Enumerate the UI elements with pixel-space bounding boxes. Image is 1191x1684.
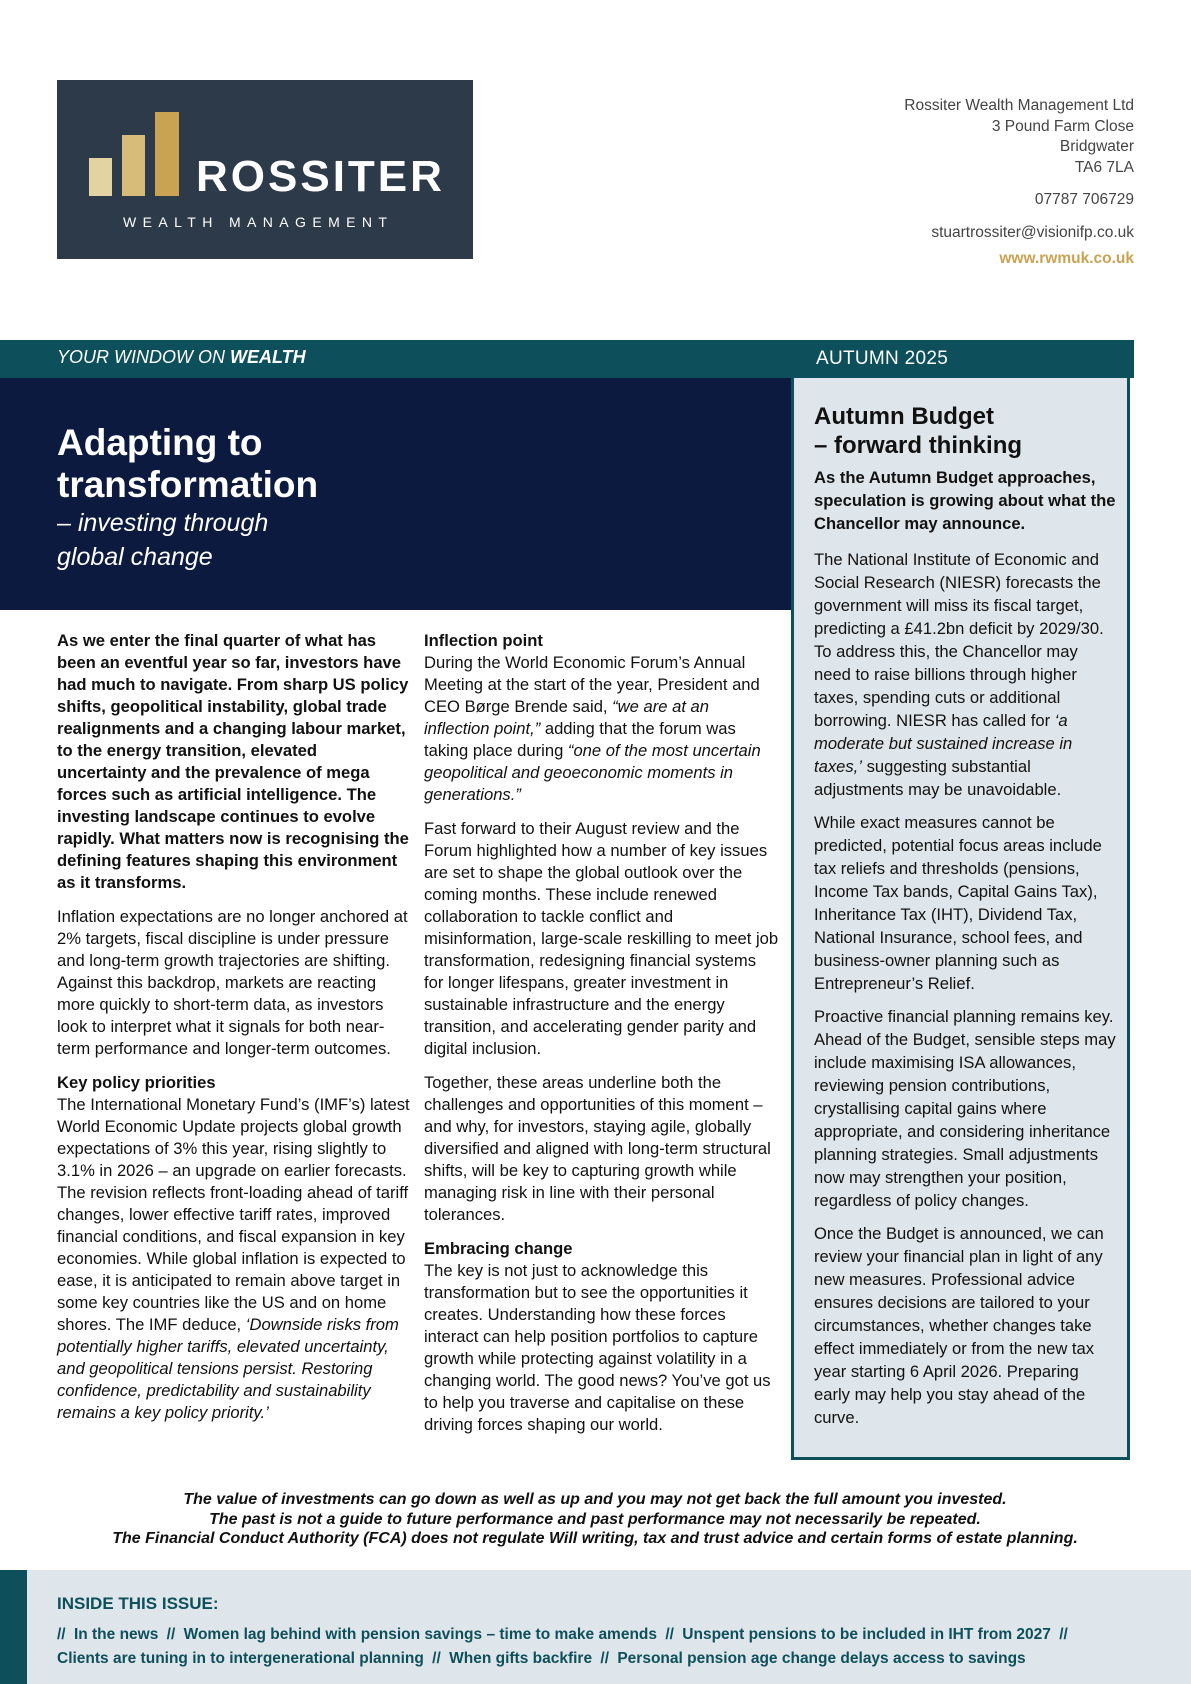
inside-item[interactable]: Personal pension age change delays access to savings [617, 1650, 1026, 1667]
hero-subtitle-line: – investing through [57, 509, 269, 537]
sidebar-paragraph [814, 548, 1119, 801]
sidebar-content [814, 402, 1119, 1439]
article-text: adding that the forum was taking place during [424, 719, 736, 760]
article-paragraph: The key is not just to acknowledge this transformation but to see the opportunities it creates. Understanding how these forces interact can help position portfolios to capture growth while protecting against volatility in a changing world. The good news? You’ve got us to help you traverse and capitalise on these driving forces shaping our world. [424, 1261, 771, 1434]
section-heading: Inflection point [424, 631, 543, 650]
hero-title [57, 422, 318, 506]
logo-wordmark: ROSSITER [196, 152, 445, 201]
disclaimer-line: The past is not a guide to future performance and past performance may not necessarily be repeated. [209, 1510, 981, 1528]
disclaimer-line: The value of investments can go down as well as up and you may not get back the full amount you invested. [183, 1491, 1007, 1508]
street: 3 Pound Farm Close [991, 117, 1134, 135]
separator: // [166, 1626, 176, 1643]
logo-bar-2 [122, 135, 145, 196]
inside-item[interactable]: Women lag behind with pension savings – time to make amends [183, 1626, 658, 1643]
town: Bridgwater [1059, 138, 1134, 155]
header-band [0, 340, 1134, 378]
sidebar-paragraph: While exact measures cannot be predicted, potential focus areas include tax reliefs and thresholds (pensions, Income Tax bands, Capital Gains Tax), Inheritance Tax (IHT), Dividend Tax, National Insurance, school fees, and business-owner planning such as Entrepreneur’s Relief. [814, 813, 1102, 993]
article-quote: “we are at an inflection point,” [424, 697, 710, 738]
issue-label: AUTUMN 2025 [816, 348, 949, 369]
website-link[interactable]: www.rwmuk.co.uk [999, 250, 1134, 267]
sidebar-title [814, 402, 1119, 460]
sidebar-text: suggesting substantial adjustments may be unavoidable. [814, 757, 1062, 799]
inside-item[interactable]: Unspent pensions to be included in IHT from 2027 [682, 1626, 1051, 1643]
sidebar-paragraph: Proactive financial planning remains key. Ahead of the Budget, sensible steps may include maximising ISA allowances, reviewing pension contributions, crystallising capital gains where appropriate, and considering inheritance planning strategies. Small adjustments now may strengthen your position, regardless of policy changes. [814, 1007, 1116, 1210]
budget-sidebar [791, 378, 1130, 1460]
article-paragraph: Inflation expectations are no longer anchored at 2% targets, fiscal discipline is under pressure and long-term growth trajectories are shifting. Against this backdrop, markets are reacting more quickly to short-term data, as investors look to interpret what it signals for both near-term performance and longer-term outcomes. [57, 907, 408, 1058]
hero-subtitle-line: global change [57, 543, 213, 571]
inside-this-issue [0, 1570, 1191, 1684]
article-paragraph: Together, these areas underline both the challenges and opportunities of this moment – and why, for investors, staying agile, globally diversified and aligned with long-term structural shifts, will be key to capturing growth while managing risk in line with their personal tolerances. [424, 1073, 771, 1224]
article-quote: “one of the most uncertain geopolitical and geoeconomic moments in generations.” [424, 741, 761, 804]
separator: // [1059, 1626, 1068, 1643]
risk-disclaimer [60, 1490, 1130, 1549]
phone: 07787 706729 [1034, 191, 1134, 208]
postcode: TA6 7LA [1074, 158, 1134, 176]
separator: // [57, 1626, 66, 1643]
separator: // [665, 1626, 674, 1643]
footer-accent-bar [0, 1570, 27, 1684]
band-tagline-prefix: YOUR WINDOW ON [57, 347, 230, 367]
sidebar-title-line: – forward thinking [814, 432, 1023, 459]
article-column-1 [57, 630, 410, 1436]
sidebar-lead: As the Autumn Budget approaches, speculation is growing about what the Chancellor may announce. [814, 468, 1116, 533]
logo-bar-3 [155, 112, 179, 196]
article-paragraph: Fast forward to their August review and the Forum highlighted how a number of key issues are set to shape the global outlook over the coming months. These include renewed collaboration to tackle conflict and misinformation, large-scale reskilling to meet job transformation, redesigning financial systems for longer lifespans, greater investment in sustainable infrastructure and the energy transition, and accelerating gender parity and digital inclusion. [424, 819, 779, 1058]
article-lead: As we enter the final quarter of what has been an eventful year so far, investors have had much to navigate. From sharp US policy shifts, geopolitical instability, global trade realignments and a changing labour market, to the energy transition, elevated uncertainty and the prevalence of mega forces such as artificial intelligence. The investing landscape continues to evolve rapidly. What matters now is recognising the defining features shaping this environment as it transforms. [57, 631, 409, 892]
inside-item[interactable]: In the news [73, 1626, 159, 1643]
article-text: The International Monetary Fund’s (IMF’s) latest World Economic Update projects global growth expectations of 3% this year, rising slightly to 3.1% in 2026 – an upgrade on earlier forecasts. The revision reflects front-loading ahead of tariff changes, lower effective tariff rates, improved financial conditions, and fiscal expansion in key economies. While global inflation is expected to ease, it is anticipated to remain above target in some key countries like the US and on home shores. The IMF deduce, [57, 1095, 410, 1334]
sidebar-quote: ‘a moderate but sustained increase in taxes,’ [814, 711, 1073, 776]
hero-banner [0, 378, 791, 610]
inside-line-1 [57, 1626, 1072, 1644]
inside-item[interactable]: Clients are tuning in to intergenerational planning [57, 1650, 424, 1667]
disclaimer-line: The Financial Conduct Authority (FCA) does not regulate Will writing, tax and trust advice and certain forms of estate planning. [112, 1530, 1078, 1547]
hero-title-line: transformation [57, 464, 319, 505]
article-paragraph [57, 1094, 410, 1424]
logo-bar-1 [89, 158, 112, 196]
inside-line-2 [57, 1650, 1030, 1668]
section-heading: Embracing change [424, 1239, 573, 1258]
logo-tagline: WEALTH MANAGEMENT [123, 214, 394, 230]
inside-item[interactable]: When gifts backfire [449, 1650, 593, 1667]
separator: // [600, 1650, 610, 1667]
section-heading: Key policy priorities [57, 1073, 216, 1092]
band-tagline-bold: WEALTH [230, 347, 306, 367]
inside-title: INSIDE THIS ISSUE: [57, 1594, 219, 1613]
sidebar-title-line: Autumn Budget [814, 403, 994, 430]
band-tagline [57, 347, 306, 368]
sidebar-text: The National Institute of Economic and Social Research (NIESR) forecasts the government will miss its fiscal target, predicting a £41.2bn deficit by 2029/30. To address this, the Chancellor may need to raise billions through higher taxes, spending cuts or additional borrowing. NIESR has called for [814, 550, 1104, 730]
article-column-2 [424, 630, 779, 1448]
logo [57, 80, 473, 259]
hero-title-line: Adapting to [57, 422, 263, 463]
sidebar-paragraph: Once the Budget is announced, we can review your financial plan in light of any new measures. Professional advice ensures decisions are tailored to your circumstances, whether changes take effect immediately or from the new tax year starting 6 April 2026. Preparing early may help you stay ahead of the curve. [814, 1224, 1104, 1427]
contact-block [774, 96, 1134, 270]
email-link[interactable]: stuartrossiter@visionifp.co.uk [931, 223, 1134, 241]
article-quote: ‘Downside risks from potentially higher tariffs, elevated uncertainty, and geopolitical tensions persist. Restoring confidence, predictability and sustainability remains a key policy priority.’ [57, 1315, 399, 1422]
hero-subtitle [57, 506, 268, 574]
company-name: Rossiter Wealth Management Ltd [904, 97, 1134, 114]
article-text: During the World Economic Forum’s Annual Meeting at the start of the year, President and CEO Børge Brende said, [424, 653, 760, 716]
separator: // [432, 1650, 441, 1667]
article-paragraph [424, 652, 779, 806]
